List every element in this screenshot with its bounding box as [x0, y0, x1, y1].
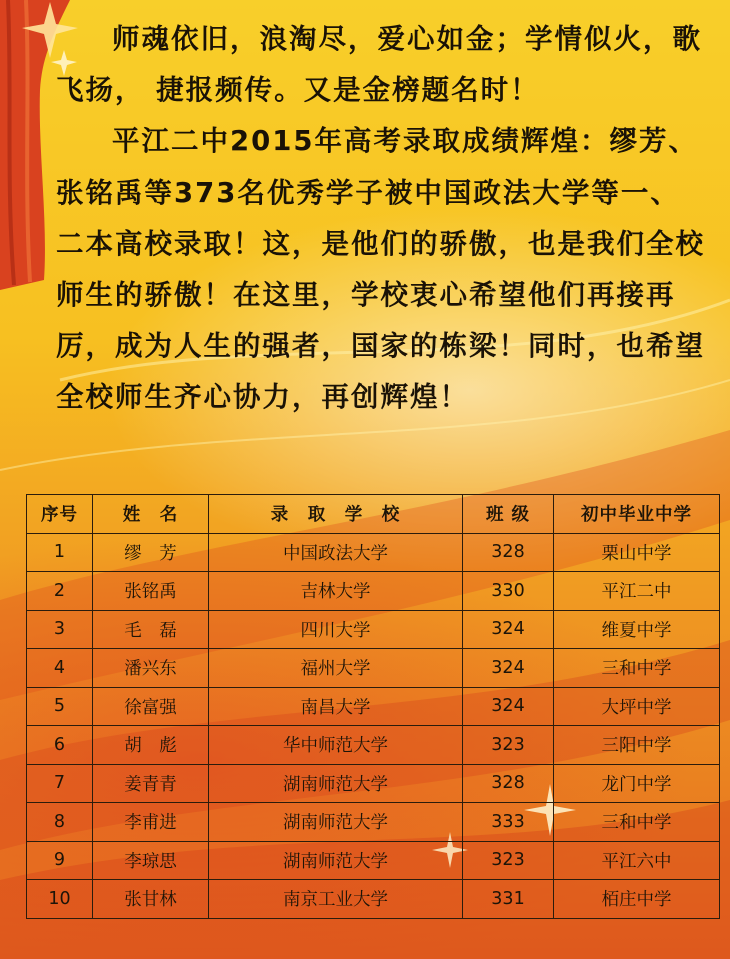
- cell-number: 9: [27, 841, 93, 880]
- cell-university: 南京工业大学: [209, 880, 463, 919]
- cell-name: 姜青青: [93, 764, 209, 803]
- cell-university: 中国政法大学: [209, 533, 463, 572]
- cell-name: 张甘林: [93, 880, 209, 919]
- cell-middle-school: 栢庄中学: [554, 880, 720, 919]
- cell-name: 毛 磊: [93, 610, 209, 649]
- cell-middle-school: 三和中学: [554, 803, 720, 842]
- header-number: 序号: [27, 495, 93, 534]
- cell-university: 南昌大学: [209, 687, 463, 726]
- cell-class: 324: [463, 687, 554, 726]
- cell-name: 缪 芳: [93, 533, 209, 572]
- cell-middle-school: 三阳中学: [554, 726, 720, 765]
- table-header-row: [27, 495, 720, 534]
- cell-university: 湖南师范大学: [209, 764, 463, 803]
- cell-middle-school: 大坪中学: [554, 687, 720, 726]
- cell-class: 324: [463, 649, 554, 688]
- table-row: [27, 764, 720, 803]
- cell-class: 323: [463, 726, 554, 765]
- cell-university: 吉林大学: [209, 572, 463, 611]
- cell-number: 7: [27, 764, 93, 803]
- intro-paragraph-1: 师魂依旧，浪淘尽，爱心如金；学情似火，歌飞扬， 捷报频传。又是金榜题名时！: [56, 23, 702, 107]
- cell-middle-school: 栗山中学: [554, 533, 720, 572]
- header-university: 录 取 学 校: [209, 495, 463, 534]
- cell-number: 8: [27, 803, 93, 842]
- cell-class: 330: [463, 572, 554, 611]
- table-row: [27, 572, 720, 611]
- header-middle-school: 初中毕业中学: [554, 495, 720, 534]
- cell-middle-school: 平江二中: [554, 572, 720, 611]
- header-class: 班 级: [463, 495, 554, 534]
- cell-number: 3: [27, 610, 93, 649]
- table-row: [27, 533, 720, 572]
- cell-university: 四川大学: [209, 610, 463, 649]
- cell-number: 10: [27, 880, 93, 919]
- cell-name: 张铭禹: [93, 572, 209, 611]
- cell-name: 徐富强: [93, 687, 209, 726]
- table-row: [27, 803, 720, 842]
- cell-number: 2: [27, 572, 93, 611]
- cell-class: 328: [463, 533, 554, 572]
- table-row: [27, 610, 720, 649]
- cell-class: 333: [463, 803, 554, 842]
- cell-name: 李甫进: [93, 803, 209, 842]
- table-row: [27, 649, 720, 688]
- table-row: [27, 841, 720, 880]
- cell-university: 湖南师范大学: [209, 803, 463, 842]
- cell-number: 4: [27, 649, 93, 688]
- cell-name: 潘兴东: [93, 649, 209, 688]
- cell-number: 5: [27, 687, 93, 726]
- cell-name: 李琼思: [93, 841, 209, 880]
- cell-class: 328: [463, 764, 554, 803]
- cell-middle-school: 维夏中学: [554, 610, 720, 649]
- cell-university: 华中师范大学: [209, 726, 463, 765]
- cell-name: 胡 彪: [93, 726, 209, 765]
- cell-middle-school: 龙门中学: [554, 764, 720, 803]
- cell-class: 323: [463, 841, 554, 880]
- cell-middle-school: 三和中学: [554, 649, 720, 688]
- table-row: [27, 687, 720, 726]
- cell-number: 1: [27, 533, 93, 572]
- cell-middle-school: 平江六中: [554, 841, 720, 880]
- cell-university: 湖南师范大学: [209, 841, 463, 880]
- cell-class: 331: [463, 880, 554, 919]
- intro-paragraph-2: 平江二中2015年高考录取成绩辉煌：缪芳、张铭禹等373名优秀学子被中国政法大学等一、二本高校录取！这，是他们的骄傲，也是我们全校师生的骄傲！在这里，学校衷心希望他们再接再厉，成为人生的强者，国家的栋梁！同时，也希望全校师生齐心协力，再创辉煌！: [56, 125, 705, 414]
- cell-number: 6: [27, 726, 93, 765]
- admission-results-table: [26, 494, 720, 919]
- cell-class: 324: [463, 610, 554, 649]
- table-row: [27, 726, 720, 765]
- intro-text: [56, 14, 706, 424]
- header-name: 姓 名: [93, 495, 209, 534]
- table-row: [27, 880, 720, 919]
- cell-university: 福州大学: [209, 649, 463, 688]
